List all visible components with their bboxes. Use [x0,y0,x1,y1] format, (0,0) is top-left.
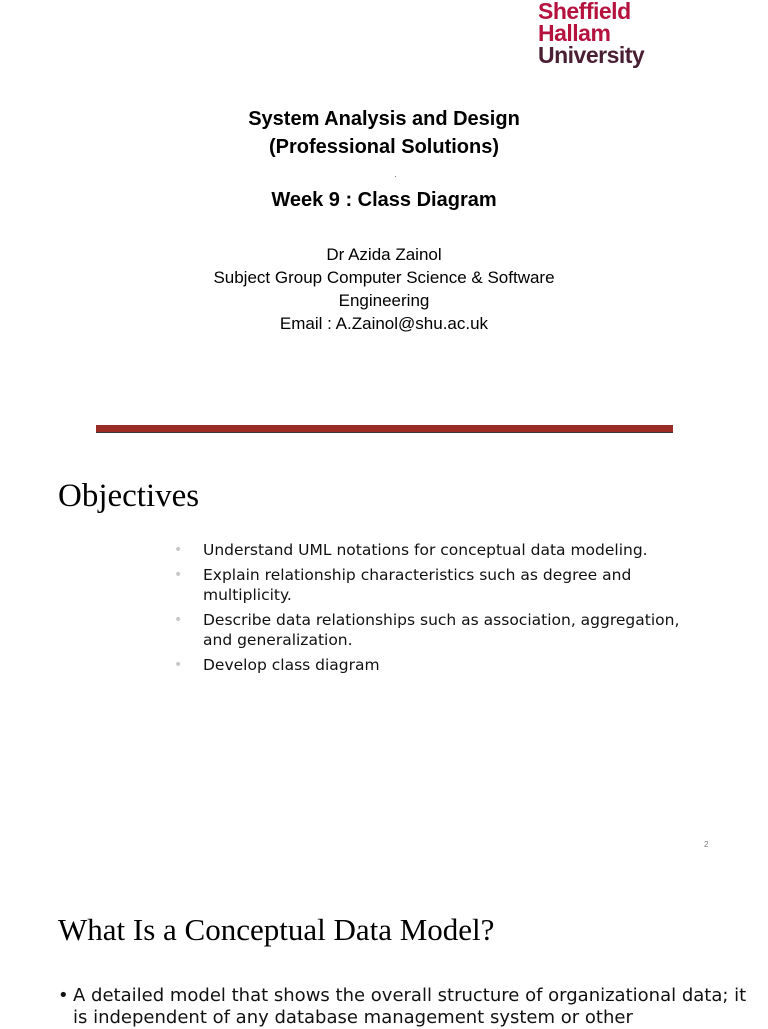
page-number: 2 [704,840,709,849]
list-item [170,655,690,675]
objectives-list [170,540,690,680]
week-title: Week 9 : Class Diagram [271,189,497,211]
title-divider [96,425,673,433]
objective-text: Describe data relationships such as association, aggregation, and generalization. [203,611,680,649]
course-title-line-1: System Analysis and Design [248,108,520,130]
bullet-icon: • [174,567,183,583]
logo-line-3: University [538,42,645,68]
course-title-line-2: (Professional Solutions) [268,136,500,158]
decorative-dot [395,176,396,177]
objective-text: Understand UML notations for conceptual data modeling. [203,541,648,559]
author-name: Dr Azida Zainol [326,245,442,264]
conceptual-model-bullet-text: A detailed model that shows the overall structure of organizational data; it is independent of any database management system or other [73,985,747,1028]
list-item [170,565,690,605]
objective-text: Develop class diagram [203,656,380,674]
objectives-heading: Objectives [58,478,200,514]
logo-line-1: Sheffield [538,0,631,24]
bullet-icon: • [174,657,183,673]
bullet-icon: • [58,985,69,1006]
bullet-icon: • [174,612,183,628]
conceptual-model-heading: What Is a Conceptual Data Model? [58,912,495,947]
author-email: Email : A.Zainol@shu.ac.uk [279,314,489,333]
objective-text: Explain relationship characteristics such as degree and multiplicity. [203,566,632,604]
author-group-line-2: Engineering [338,291,430,310]
course-title [0,105,768,161]
conceptual-model-bullet [58,985,748,1029]
list-item [170,610,690,650]
author-group-line-1: Subject Group Computer Science & Software [213,268,555,287]
bullet-icon: • [174,542,183,558]
university-logo [538,0,678,66]
list-item [170,540,690,560]
author-block [0,243,768,335]
logo-line-2: Hallam [538,20,611,46]
